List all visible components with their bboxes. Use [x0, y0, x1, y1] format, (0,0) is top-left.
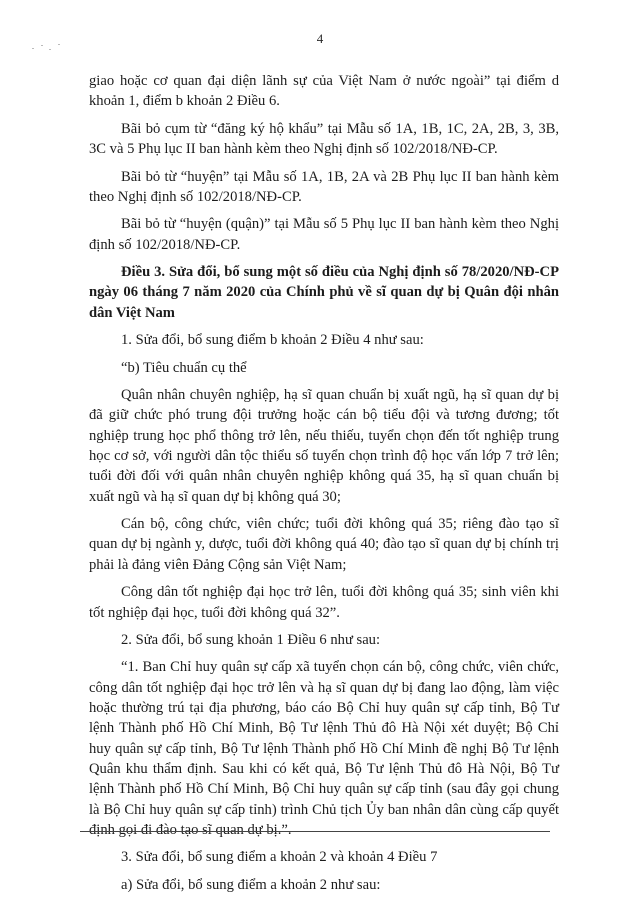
- paragraph: 3. Sửa đổi, bổ sung điểm a khoản 2 và khoản 4 Điều 7: [121, 849, 438, 866]
- paragraph: Cán bộ, công chức, viên chức; tuổi đời không quá 35; riêng đào tạo sĩ quan dự bị ngành y, dược, tuổi đời không quá 40; đào tạo sĩ quan dự bị chính trị phải là đảng viên Đảng Cộng sản Việt Nam;: [89, 516, 559, 573]
- paragraph-continuation: giao hoặc cơ quan đại diện lãnh sự của Việt Nam ở nước ngoài” tại điểm d khoản 1, điểm b khoản 2 Điều 6.: [89, 73, 559, 110]
- paragraph: Bãi bỏ từ “huyện” tại Mẫu số 1A, 1B, 2A và 2B Phụ lục II ban hành kèm theo Nghị định số 102/2018/NĐ-CP.: [89, 168, 559, 205]
- paragraph: 1. Sửa đổi, bổ sung điểm b khoản 2 Điều 4 như sau:: [121, 332, 424, 349]
- paragraph: Quân nhân chuyên nghiệp, hạ sĩ quan chuẩn bị xuất ngũ, hạ sĩ quan dự bị đã giữ chức phó trung đội trưởng hoặc cán bộ tiểu đội và tương đương; tốt nghiệp trung học phổ thông trở lên, nếu thiếu, tuyển chọn đến tốt nghiệp trung học cơ sở, với người dân tộc thiểu số tuyển chọn trình độ học vấn lớp 7 trở lên; tuổi đời đối với quân nhân chuyên nghiệp không quá 35, hạ sĩ quan chuẩn bị xuất ngũ và hạ sĩ quan dự bị không quá 30;: [89, 387, 559, 505]
- paragraph: 2. Sửa đổi, bổ sung khoản 1 Điều 6 như sau:: [121, 632, 381, 648]
- document-body: [89, 71, 559, 902]
- paragraph: Công dân tốt nghiệp đại học trở lên, tuổi đời không quá 35; sinh viên khi tốt nghiệp đại học, tuổi đời không quá 32”.: [89, 584, 559, 621]
- article-heading: Điều 3. Sửa đổi, bổ sung một số điều của Nghị định số 78/2020/NĐ-CP ngày 06 tháng 7 năm 2020 của Chính phủ về sĩ quan dự bị Quân đội nhân dân Việt Nam: [89, 264, 559, 321]
- paragraph: “1. Ban Chỉ huy quân sự cấp xã tuyển chọn cán bộ, công chức, viên chức, công dân tốt nghiệp đại học trở lên và hạ sĩ quan dự bị đang lao động, làm việc hoặc thường trú tại địa phương, báo cáo Bộ Chỉ huy quân sự cấp tỉnh, Bộ Tư lệnh Thành phố Hồ Chí Minh, Bộ Tư lệnh Thủ đô Hà Nội xét duyệt; Bộ Chỉ huy quân sự cấp tỉnh, Bộ Tư lệnh Thành phố Hồ Chí Minh đề nghị Bộ Tư lệnh Quân khu thẩm định. Sau khi có kết quả, Bộ Tư lệnh Thủ đô Hà Nội, Bộ Tư lệnh Thành phố Hồ Chí Minh, Bộ Chỉ huy quân sự cấp tỉnh (sau đây gọi chung là Bộ Chỉ huy quân sự cấp tỉnh) trình Chủ tịch Ủy ban nhân dân cùng cấp quyết định gọi đi đào tạo sĩ quan dự bị.”.: [89, 659, 559, 838]
- paragraph: Bãi bỏ từ “huyện (quận)” tại Mẫu số 5 Phụ lục II ban hành kèm theo Nghị định số 102/2018/NĐ-CP.: [89, 216, 559, 253]
- paragraph: Bãi bỏ cụm từ “đăng ký hộ khẩu” tại Mẫu số 1A, 1B, 1C, 2A, 2B, 3, 3B, 3C và 5 Phụ lục II ban hành kèm theo Nghị định số 102/2018/NĐ-CP.: [89, 120, 559, 158]
- paragraph: a) Sửa đổi, bổ sung điểm a khoản 2 như sau:: [121, 876, 381, 893]
- paragraph: “b) Tiêu chuẩn cụ thể: [121, 359, 247, 376]
- footer-rule: [80, 831, 550, 832]
- page-number: 4: [316, 31, 324, 46]
